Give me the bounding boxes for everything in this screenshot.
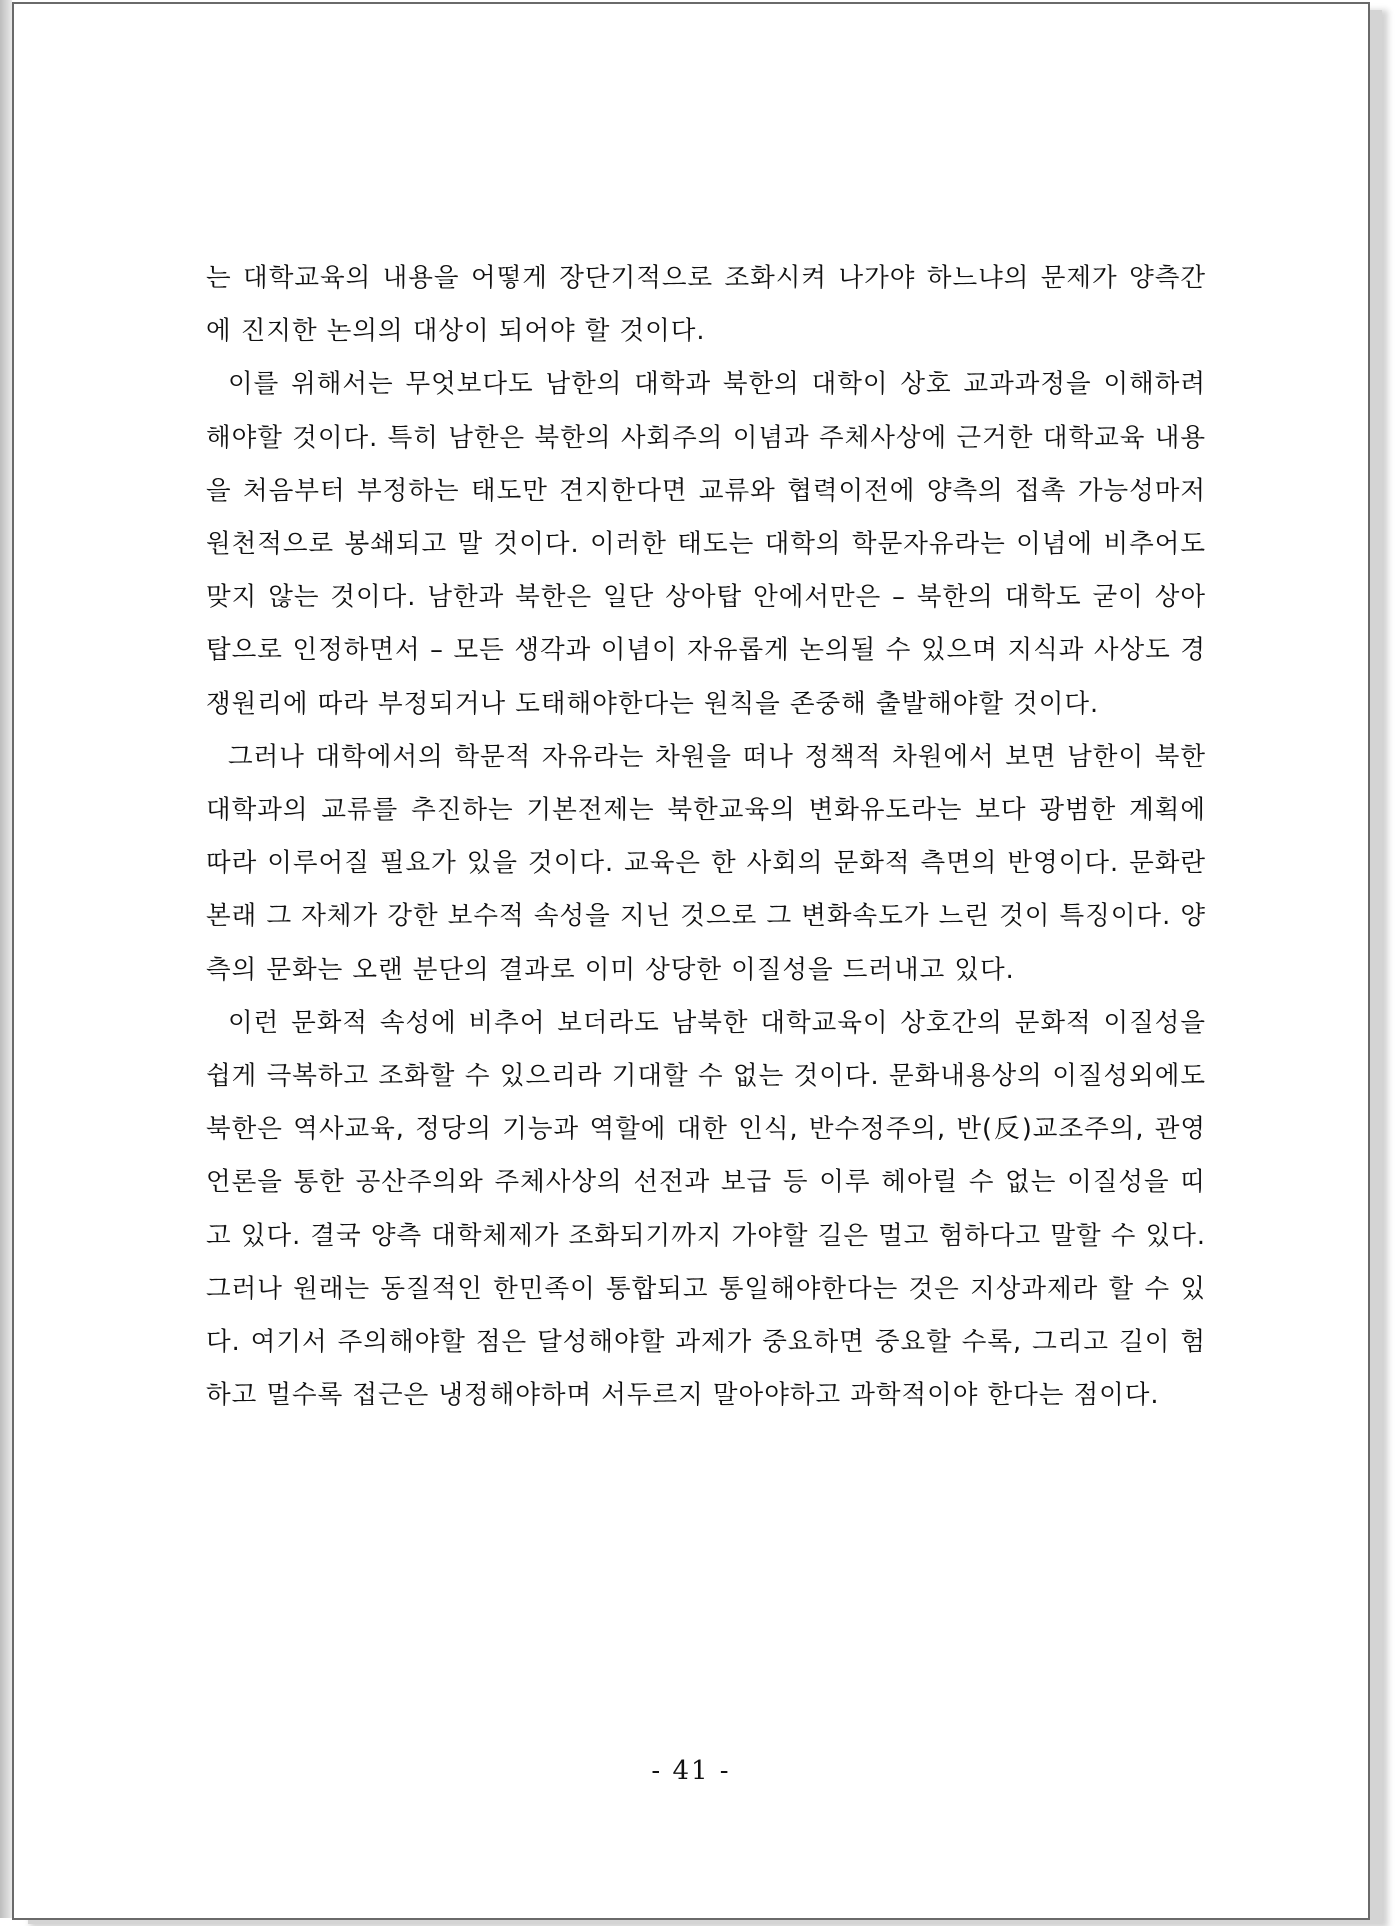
paragraph-3: 그러나 대학에서의 학문적 자유라는 차원을 떠나 정책적 차원에서 보면 남한이 북한대학과의 교류를 추진하는 기본전제는 북한교육의 변화유도라는 보다 광범한 계획에 따라 이루어질 필요가 있을 것이다. 교육은 한 사회의 문화적 측면의 반영이다. 문화란 본래 그 자체가 강한 보수적 속성을 지닌 것으로 그 변화속도가 느린 것이 특징이다. 양측의 문화는 오랜 분단의 결과로 이미 상당한 이질성을 드러내고 있다. (206, 741, 1206, 985)
body-text (206, 252, 1206, 1422)
paragraph-1: 는 대학교육의 내용을 어떻게 장단기적으로 조화시켜 나가야 하느냐의 문제가 양측간에 진지한 논의의 대상이 되어야 할 것이다. (206, 263, 1206, 347)
paragraph-2: 이를 위해서는 무엇보다도 남한의 대학과 북한의 대학이 상호 교과과정을 이해하려 해야할 것이다. 특히 남한은 북한의 사회주의 이념과 주체사상에 근거한 대학교육 내용을 처음부터 부정하는 태도만 견지한다면 교류와 협력이전에 양측의 접촉 가능성마저 원천적으로 봉쇄되고 말 것이다. 이러한 태도는 대학의 학문자유라는 이념에 비추어도 맞지 않는 것이다. 남한과 북한은 일단 상아탑 안에서만은 – 북한의 대학도 굳이 상아탑으로 인정하면서 – 모든 생각과 이념이 자유롭게 논의될 수 있으며 지식과 사상도 경쟁원리에 따라 부정되거나 도태해야한다는 원칙을 존중해 출발해야할 것이다. (206, 369, 1206, 719)
paragraph-4: 이런 문화적 속성에 비추어 보더라도 남북한 대학교육이 상호간의 문화적 이질성을 쉽게 극복하고 조화할 수 있으리라 기대할 수 없는 것이다. 문화내용상의 이질성외에도 북한은 역사교육, 정당의 기능과 역할에 대한 인식, 반수정주의, 반(反)교조주의, 관영언론을 통한 공산주의와 주체사상의 선전과 보급 등 이루 헤아릴 수 없는 이질성을 띠고 있다. 결국 양측 대학체제가 조화되기까지 가야할 길은 멀고 험하다고 말할 수 있다. 그러나 원래는 동질적인 한민족이 통합되고 통일해야한다는 것은 지상과제라 할 수 있다. 여기서 주의해야할 점은 달성해야할 과제가 중요하면 중요할 수록, 그리고 길이 험하고 멀수록 접근은 냉정해야하며 서두르지 말아야하고 과학적이야 한다는 점이다. (206, 1007, 1206, 1411)
binding-edge-shadow (0, 0, 12, 1918)
document-page (12, 2, 1370, 1920)
page-number: - 41 - (651, 1756, 731, 1786)
